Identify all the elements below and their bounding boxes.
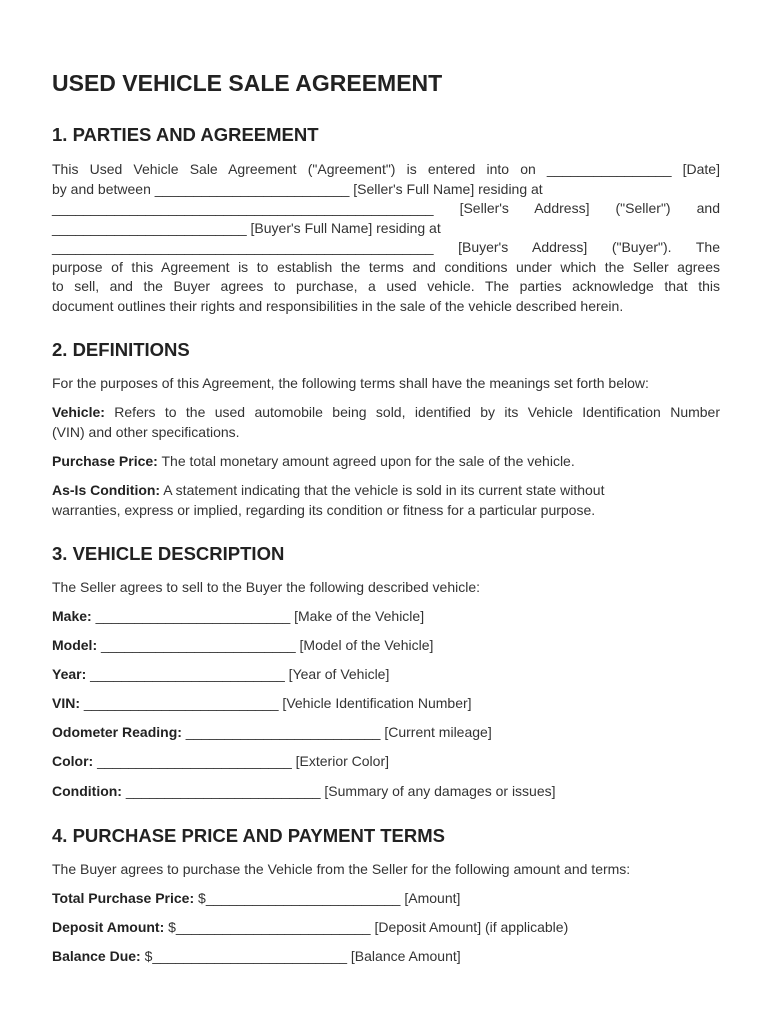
field-label: Color:: [52, 753, 94, 769]
paragraph-line: purpose of this Agreement is to establish the terms and conditions under which the Seller agrees: [52, 258, 720, 275]
field-label: Model:: [52, 637, 98, 653]
definition-text: A statement indicating that the vehicle is sold in its current state without: [160, 482, 605, 498]
field-year: [52, 665, 389, 685]
field-deposit-amount: [52, 918, 568, 938]
definition-text: The total monetary amount agreed upon for the sale of the vehicle.: [157, 453, 575, 469]
field-make: [52, 607, 424, 627]
section-heading-definitions: 2. DEFINITIONS: [52, 339, 190, 360]
definition-line: [52, 403, 720, 423]
field-label: Make:: [52, 608, 92, 624]
section-heading-parties: 1. PARTIES AND AGREEMENT: [52, 124, 319, 145]
field-label: VIN:: [52, 695, 80, 711]
field-blank: _________________________ [Summary of any damages or issues]: [121, 783, 556, 799]
paragraph-line: document outlines their rights and responsibilities in the sale of the vehicle described herein.: [52, 297, 624, 314]
definition-term: Vehicle:: [52, 404, 105, 420]
paragraph-line: _________________________ [Buyer's Full Name] residing at: [52, 219, 441, 236]
definition-line: [52, 481, 720, 501]
field-vin: [52, 694, 472, 714]
field-blank: _________________________ [Exterior Color]: [93, 753, 390, 769]
field-blank: _________________________ [Model of the Vehicle]: [97, 637, 434, 653]
definitions-intro: [52, 374, 720, 394]
definition-purchase-price: [52, 452, 720, 472]
field-label: Year:: [52, 666, 87, 682]
paragraph-line: by and between _________________________ [Seller's Full Name] residing at: [52, 180, 543, 197]
field-label: Balance Due:: [52, 948, 141, 964]
field-condition: [52, 782, 556, 802]
field-label: Total Purchase Price:: [52, 890, 195, 906]
paragraph-line: _________________________________________________ [Seller's Address] ("Seller") and: [52, 200, 720, 216]
field-blank: _________________________ [Make of the Vehicle]: [91, 608, 425, 624]
definition-vehicle: [52, 403, 720, 442]
purchase-price-intro: [52, 860, 720, 880]
definition-text: Refers to the used automobile being sold, identified by its Vehicle Identification Number: [104, 404, 720, 420]
field-balance-due: [52, 947, 461, 967]
field-odometer: [52, 723, 492, 743]
field-blank: $_________________________ [Amount]: [194, 890, 461, 906]
vehicle-description-intro: [52, 578, 720, 598]
field-model: [52, 636, 433, 656]
definition-as-is: [52, 481, 720, 520]
definition-line: warranties, express or implied, regarding its condition or fitness for a particular purpose.: [52, 501, 596, 518]
field-total-purchase-price: [52, 889, 460, 909]
definition-term: As-Is Condition:: [52, 482, 161, 498]
field-blank: $_________________________ [Deposit Amount] (if applicable): [164, 919, 569, 935]
document-title: USED VEHICLE SALE AGREEMENT: [52, 70, 443, 96]
field-label: Deposit Amount:: [52, 919, 165, 935]
field-color: [52, 752, 389, 772]
definition-line: (VIN) and other specifications.: [52, 423, 240, 440]
definitions-intro-text: For the purposes of this Agreement, the following terms shall have the meanings set forth below:: [52, 375, 649, 391]
field-blank: _________________________ [Current mileage]: [181, 724, 492, 740]
field-blank: _________________________ [Year of Vehicle]: [86, 666, 390, 682]
parties-paragraph: [52, 160, 720, 316]
purchase-price-intro-text: The Buyer agrees to purchase the Vehicle from the Seller for the following amount and terms:: [52, 861, 631, 877]
field-label: Odometer Reading:: [52, 724, 182, 740]
paragraph-line: _________________________________________________ [Buyer's Address] ("Buyer"). The: [52, 239, 720, 255]
paragraph-line: to sell, and the Buyer agrees to purchase, a used vehicle. The parties acknowledge that this: [52, 278, 720, 294]
paragraph-line: This Used Vehicle Sale Agreement ("Agreement") is entered into on ________________ [Date]: [52, 161, 720, 177]
definition-term: Purchase Price:: [52, 453, 158, 469]
vehicle-description-intro-text: The Seller agrees to sell to the Buyer the following described vehicle:: [52, 579, 481, 595]
section-heading-vehicle-description: 3. VEHICLE DESCRIPTION: [52, 543, 285, 564]
definition-line: [52, 452, 720, 472]
field-blank: $_________________________ [Balance Amount]: [140, 948, 461, 964]
field-blank: _________________________ [Vehicle Identification Number]: [80, 695, 472, 711]
field-label: Condition:: [52, 783, 122, 799]
section-heading-purchase-price: 4. PURCHASE PRICE AND PAYMENT TERMS: [52, 825, 446, 846]
